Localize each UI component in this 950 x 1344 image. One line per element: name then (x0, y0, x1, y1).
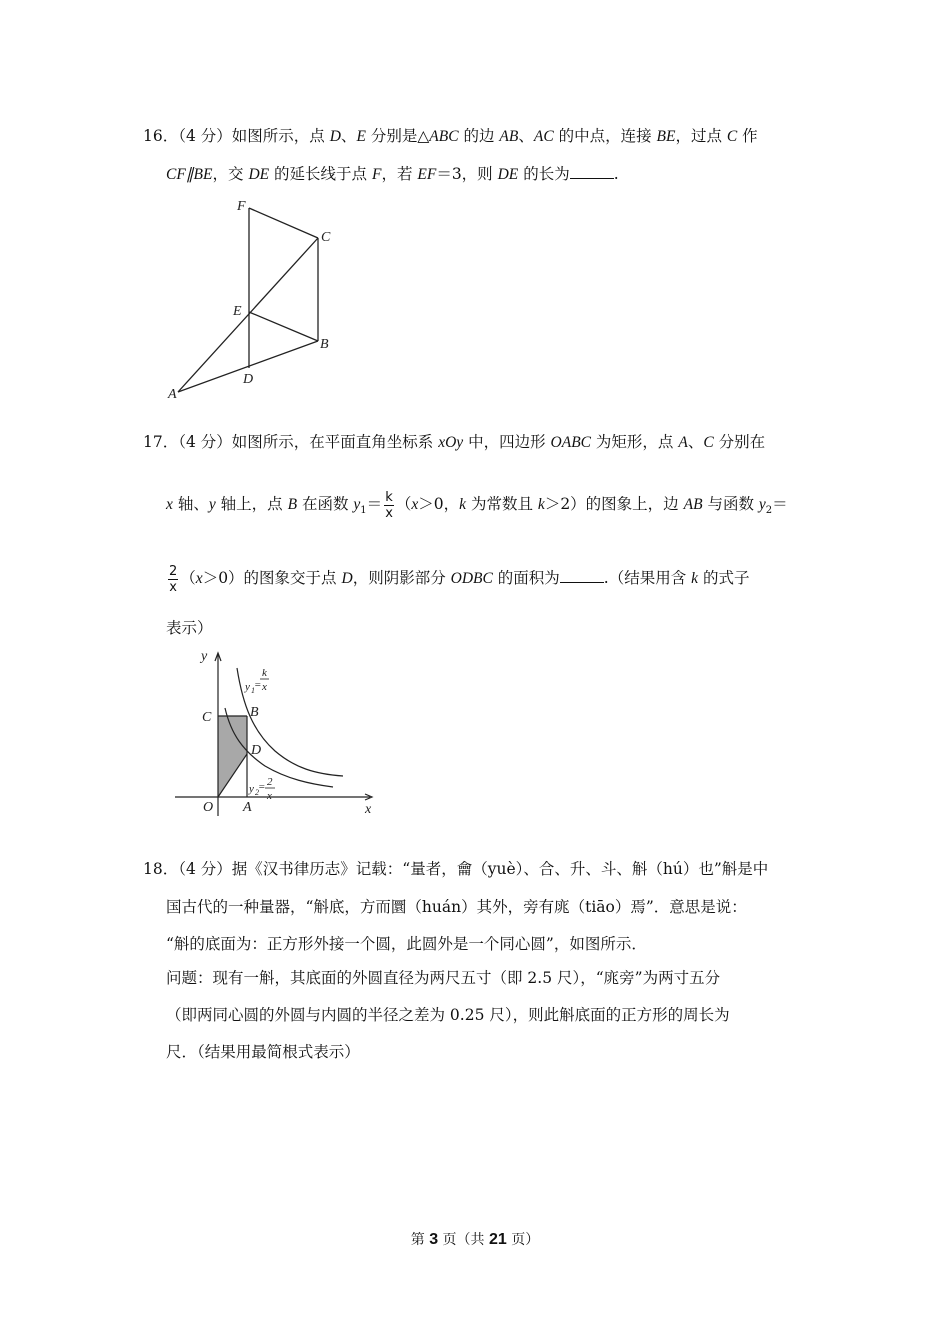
q17-text: 为矩形，点 (591, 433, 679, 451)
q17-var: y (353, 496, 361, 513)
q18-line1 (143, 859, 768, 879)
label-O: O (203, 800, 214, 815)
q16-text: ＝3，则 (436, 165, 498, 183)
q17-text: ＞2）的图象上，边 (544, 495, 684, 513)
q16-text: 的边 (458, 127, 500, 145)
label-E: E (233, 304, 242, 319)
q18-text: 据《汉书律历志》记载：“量者，龠（yuè）、合、升、斗、斛（hú）也”斛是中 (231, 860, 769, 878)
label-C: C (202, 710, 212, 725)
q17-var: k (459, 496, 467, 513)
q17-text: ＝ (366, 495, 383, 513)
q17-text: 在函数 (297, 495, 354, 513)
q17-var: OABC (550, 434, 591, 451)
label-B: B (320, 337, 329, 352)
eq-sub: 1 (251, 686, 255, 695)
line-FC (249, 208, 318, 238)
q16-var: AB (499, 128, 519, 145)
q17-text: 为常数且 (466, 495, 538, 513)
answer-blank (570, 164, 614, 179)
q17-number: 17． (143, 433, 179, 451)
eq-sign: = (254, 679, 262, 691)
label-F: F (237, 199, 246, 214)
eq-sub: 2 (255, 788, 259, 797)
q16-text: 分别是△ (365, 127, 430, 145)
q16-var: C (726, 128, 738, 145)
q16-figure (160, 196, 340, 406)
frac-den: x (169, 579, 177, 595)
label-A: A (243, 800, 252, 815)
q17-text: 如图所示，在平面直角坐标系 (231, 433, 439, 451)
q16-var: CF∥BE (166, 166, 213, 183)
q18-line3: “斛的底面为：正方形外接一个圆，此圆外是一个同心圆”，如图所示． (166, 935, 647, 953)
footer-text: 第 (410, 1232, 430, 1248)
fraction-k-over-x (384, 490, 394, 521)
shaded-region-ODBC (218, 716, 247, 797)
label-y1-eq (244, 667, 269, 695)
q17-text: 的面积为 (492, 569, 560, 587)
q16-var: DE (248, 166, 270, 183)
label-C: C (321, 230, 331, 245)
page-number: 3 (429, 1231, 439, 1248)
q16-text: 的长为 (518, 165, 570, 183)
q17-text: 轴上，点 (215, 495, 288, 513)
q16-var: E (356, 128, 366, 145)
eq-den: x (262, 681, 267, 693)
q16-line2 (166, 164, 619, 185)
frac-den: x (385, 505, 393, 521)
q16-var: F (371, 166, 382, 183)
label-A: A (168, 387, 177, 402)
q16-text: ，交 (212, 165, 249, 183)
eq-num: k (262, 667, 267, 679)
q17-var: y (208, 496, 216, 513)
eq-y: y (249, 783, 254, 795)
q17-line2 (166, 486, 788, 529)
q17-text: （ (180, 569, 196, 587)
q17-text: ，则阴影部分 (352, 569, 451, 587)
q17-var: y (758, 496, 766, 513)
q17-var: D (341, 570, 353, 587)
q16-line1 (143, 126, 758, 147)
q16-number: 16． (143, 127, 179, 145)
eq-y: y (245, 681, 250, 693)
q16-text: 的中点，连接 (553, 127, 657, 145)
curve-y1 (237, 668, 343, 776)
q18-line6: 尺．（结果用最简根式表示） (166, 1043, 360, 1061)
eq-den: x (267, 790, 272, 802)
answer-blank (560, 568, 604, 583)
frac-num: 2 (169, 563, 178, 579)
q16-text: 作 (737, 127, 758, 145)
q16-var: ABC (429, 128, 459, 145)
label-D: D (251, 743, 262, 758)
q17-text: 分别在 (713, 433, 766, 451)
q17-text: （ (395, 495, 412, 513)
label-y2-eq (248, 776, 275, 802)
q17-text: .（结果用含 (603, 569, 692, 587)
q17-text: 、 (687, 433, 704, 451)
q16-var: AC (533, 128, 554, 145)
q17-sub: 2 (765, 505, 773, 517)
q16-text: 的延长线于点 (269, 165, 372, 183)
q17-var: C (703, 434, 714, 451)
footer-text: 页（共 (438, 1232, 489, 1248)
q17-sub: 1 (360, 505, 367, 517)
q17-var: xOy (438, 434, 464, 451)
q18-score: （4 分） (178, 860, 232, 878)
q16-text: ，过点 (675, 127, 727, 145)
q17-text: 与函数 (702, 495, 759, 513)
q17-var: k (537, 496, 545, 513)
q17-line1 (143, 432, 765, 453)
q16-var: DE (497, 166, 519, 183)
q17-line4: 表示） (166, 619, 213, 637)
q16-text: ，若 (381, 165, 418, 183)
q17-var: x (166, 496, 173, 513)
q16-var: EF (417, 166, 437, 183)
q17-figure (165, 646, 385, 826)
q17-text: 中，四边形 (463, 433, 551, 451)
page-footer (0, 1229, 950, 1249)
q17-var: ODBC (450, 570, 493, 587)
q16-var: D (329, 128, 341, 145)
q16-text: 、 (340, 127, 357, 145)
q17-var: AB (683, 496, 703, 513)
q17-text: 轴、 (172, 495, 209, 513)
q18-number: 18． (143, 860, 179, 878)
line-AC (178, 238, 318, 392)
q17-text: ＞0， (418, 495, 460, 513)
q17-score: （4 分） (178, 433, 232, 451)
q16-text: . (613, 165, 619, 183)
q17-text: 的式子 (698, 569, 750, 587)
line-EB (249, 312, 318, 341)
label-B: B (250, 705, 259, 720)
label-x: x (365, 802, 372, 817)
q17-text: ＝ (772, 495, 788, 513)
total-pages: 21 (489, 1231, 507, 1248)
q17-var: A (678, 434, 688, 451)
q17-line3 (166, 560, 749, 597)
q17-var: B (287, 496, 298, 513)
q18-line5: （即两同心圆的外圆与内圆的半径之差为 0.25 尺），则此斛底面的正方形的周长为 (166, 1006, 730, 1024)
q16-text: 如图所示，点 (231, 127, 330, 145)
eq-sign: = (258, 781, 266, 793)
q16-score: （4 分） (178, 127, 232, 145)
fraction-2-over-x (168, 564, 178, 595)
q16-var: BE (656, 128, 676, 145)
q16-text: 、 (518, 127, 534, 145)
q18-line4: 问题：现有一斛，其底面的外圆直径为两尺五寸（即 2.5 尺），“庣旁”为两寸五分 (166, 969, 721, 987)
q17-var: x (195, 570, 203, 587)
footer-text: 页） (506, 1232, 540, 1248)
q17-var: k (691, 570, 699, 587)
q17-var: x (411, 496, 419, 513)
frac-num: k (385, 489, 393, 505)
eq-num: 2 (267, 776, 273, 788)
label-D: D (243, 372, 254, 387)
q18-line2: 国古代的一种量器，“斛底，方而圜（huán）其外，旁有庣（tiāo）焉”．意思是说： (166, 898, 747, 916)
label-y: y (201, 649, 208, 664)
q17-text: ＞0）的图象交于点 (202, 569, 342, 587)
